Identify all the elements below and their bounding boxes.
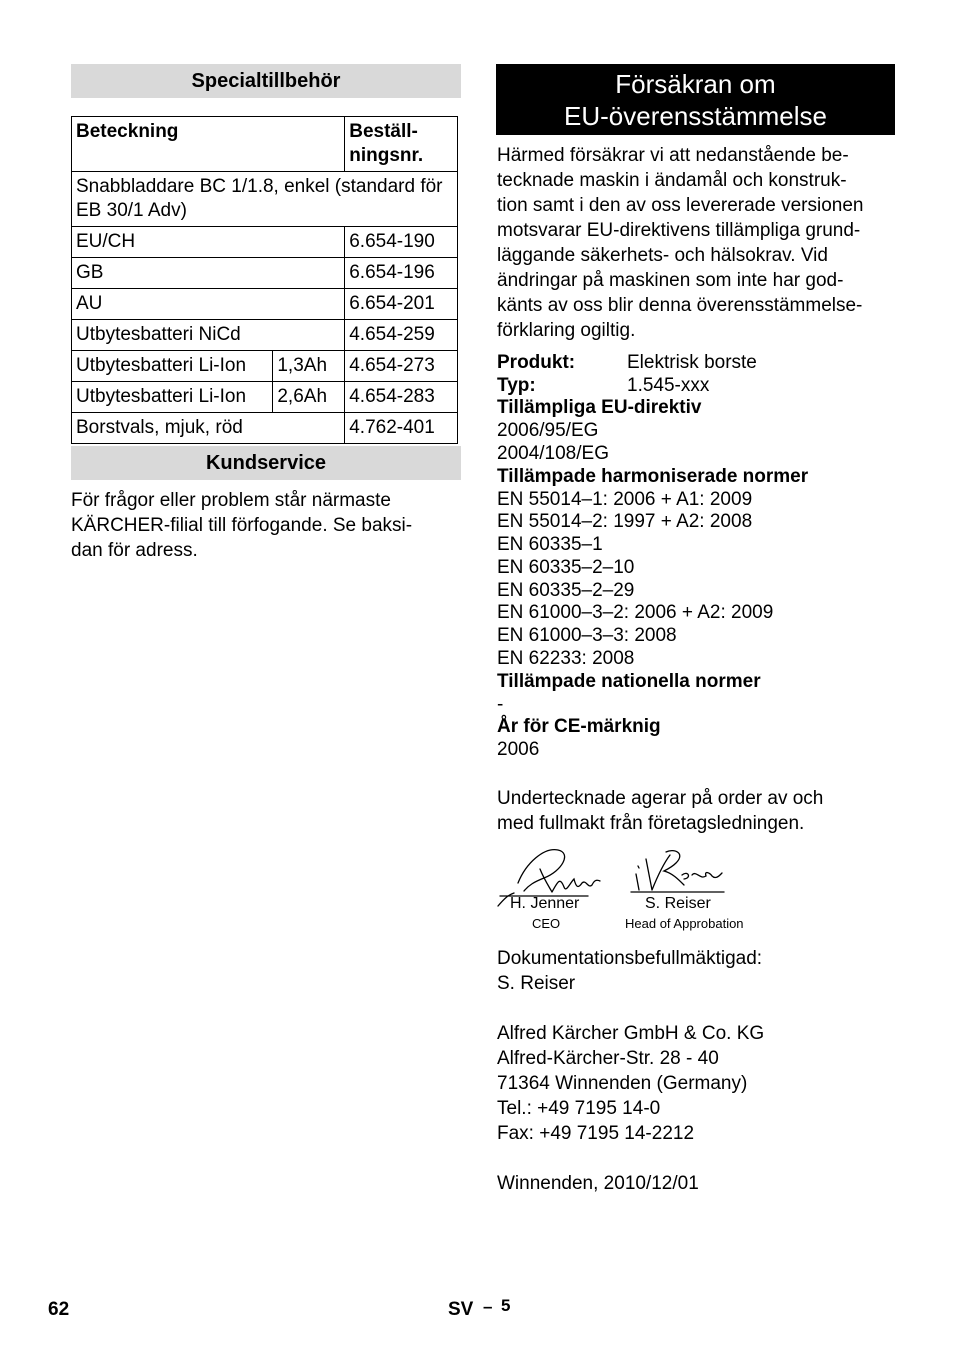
- text-line: känts av oss blir denna överensstämmelse-: [497, 295, 863, 316]
- table-cell-description: AU: [72, 289, 345, 320]
- language-code: SV: [448, 1299, 474, 1320]
- table-header-row: [72, 117, 458, 172]
- declaration-intro: [497, 143, 897, 343]
- text-line: tecknade maskin i ändamål och konstruk-: [497, 170, 847, 191]
- table-cell-order-no: 4.654-283: [345, 382, 458, 413]
- doc-auth-name: S. Reiser: [497, 973, 576, 994]
- doc-auth-label: Dokumentationsbefullmäktigad:: [497, 948, 763, 969]
- table-cell-capacity: 1,3Ah: [273, 351, 345, 382]
- column-header-order-no: Beställ- ningsnr.: [345, 117, 458, 172]
- table-cell-description: Borstvals, mjuk, röd: [72, 413, 345, 444]
- text-line: ändringar på maskinen som inte har god-: [497, 270, 844, 291]
- text-line: dan för adress.: [71, 540, 198, 561]
- norm-item: EN 55014–2: 1997 + A2: 2008: [497, 511, 753, 532]
- signer1-name: H. Jenner: [510, 895, 580, 912]
- text-line: läggande säkerhets- och hälsokrav. Vid: [497, 245, 828, 266]
- table-cell-order-no: 4.762-401: [345, 413, 458, 444]
- product-value: Elektrisk borste: [627, 352, 757, 373]
- company-address: [497, 1021, 897, 1146]
- norm-item: EN 60335–2–10: [497, 557, 635, 578]
- national-heading: Tillämpade nationella normer: [497, 671, 761, 692]
- text-line: förklaring ogiltig.: [497, 320, 636, 341]
- footer-dash: –: [483, 1297, 493, 1316]
- documentation-authority: [497, 946, 897, 996]
- table-cell-description: Snabbladdare BC 1/1.8, enkel (standard för EB 30/1 Adv): [72, 172, 458, 227]
- section-page-number: 5: [501, 1296, 511, 1315]
- place-date: Winnenden, 2010/12/01: [497, 1173, 699, 1194]
- declaration-heading: [496, 64, 895, 135]
- table-cell-description: Utbytesbatteri Li-Ion: [72, 351, 273, 382]
- table-row: [72, 351, 458, 382]
- table-row: [72, 258, 458, 289]
- table-cell-description: Utbytesbatteri NiCd: [72, 320, 345, 351]
- norm-item: EN 62233: 2008: [497, 648, 635, 669]
- table-row: [72, 172, 458, 227]
- signer1-title: CEO: [532, 916, 561, 931]
- table-cell-order-no: 4.654-273: [345, 351, 458, 382]
- ce-year: 2006: [497, 739, 540, 760]
- table-cell-description: GB: [72, 258, 345, 289]
- customer-service-text: [71, 488, 461, 563]
- table-cell-order-no: 4.654-259: [345, 320, 458, 351]
- directive-item: 2004/108/EG: [497, 443, 609, 464]
- address-line: Fax: +49 7195 14-2212: [497, 1123, 695, 1144]
- norm-item: EN 61000–3–3: 2008: [497, 625, 677, 646]
- ce-heading: År för CE-märknig: [497, 716, 661, 737]
- table-row: [72, 289, 458, 320]
- table-row: [72, 413, 458, 444]
- directive-item: 2006/95/EG: [497, 420, 599, 441]
- heading-line: Försäkran om: [615, 68, 776, 99]
- address-line: 71364 Winnenden (Germany): [497, 1073, 748, 1094]
- table-cell-description: EU/CH: [72, 227, 345, 258]
- table-cell-order-no: 6.654-196: [345, 258, 458, 289]
- norm-item: EN 60335–1: [497, 534, 603, 555]
- signing-text: [497, 786, 897, 836]
- address-line: Tel.: +49 7195 14-0: [497, 1098, 661, 1119]
- accessories-table: [71, 116, 458, 444]
- heading-line: EU-överensstämmelse: [564, 100, 827, 131]
- product-label: Produkt:: [497, 352, 576, 373]
- norm-item: EN 55014–1: 2006 + A1: 2009: [497, 489, 753, 510]
- table-cell-description: Utbytesbatteri Li-Ion: [72, 382, 273, 413]
- address-line: Alfred-Kärcher-Str. 28 - 40: [497, 1048, 719, 1069]
- text-line: KÄRCHER-filial till förfogande. Se baksi-: [71, 515, 413, 536]
- signer2-title: Head of Approbation: [625, 916, 744, 931]
- table-cell-order-no: 6.654-201: [345, 289, 458, 320]
- text-line: För frågor eller problem står närmaste: [71, 490, 391, 511]
- text-line: tion samt i den av oss levererade versionen: [497, 195, 864, 216]
- type-label: Typ:: [497, 375, 536, 396]
- table-cell-capacity: 2,6Ah: [273, 382, 345, 413]
- text-line: med fullmakt från företagsledningen.: [497, 813, 805, 834]
- table-row: [72, 227, 458, 258]
- table-cell-order-no: 6.654-190: [345, 227, 458, 258]
- page-number: 62: [48, 1299, 70, 1320]
- type-value: 1.545-xxx: [627, 375, 710, 396]
- text-line: motsvarar EU-direktivens tillämpliga grund-: [497, 220, 861, 241]
- signer2-name: S. Reiser: [645, 895, 711, 912]
- text-line: Härmed försäkrar vi att nedanstående be-: [497, 145, 849, 166]
- norm-item: EN 60335–2–29: [497, 580, 635, 601]
- national-value: -: [497, 694, 504, 715]
- column-header-designation: Beteckning: [72, 117, 345, 172]
- harmonised-heading: Tillämpade harmoniserade normer: [497, 466, 809, 487]
- norm-item: EN 61000–3–2: 2006 + A2: 2009: [497, 602, 774, 623]
- table-row: [72, 382, 458, 413]
- address-line: Alfred Kärcher GmbH & Co. KG: [497, 1023, 765, 1044]
- table-row: [72, 320, 458, 351]
- text-line: Undertecknade agerar på order av och: [497, 788, 824, 809]
- customer-service-heading: Kundservice: [71, 446, 461, 480]
- accessories-heading: Specialtillbehör: [71, 64, 461, 98]
- directives-heading: Tillämpliga EU-direktiv: [497, 397, 702, 418]
